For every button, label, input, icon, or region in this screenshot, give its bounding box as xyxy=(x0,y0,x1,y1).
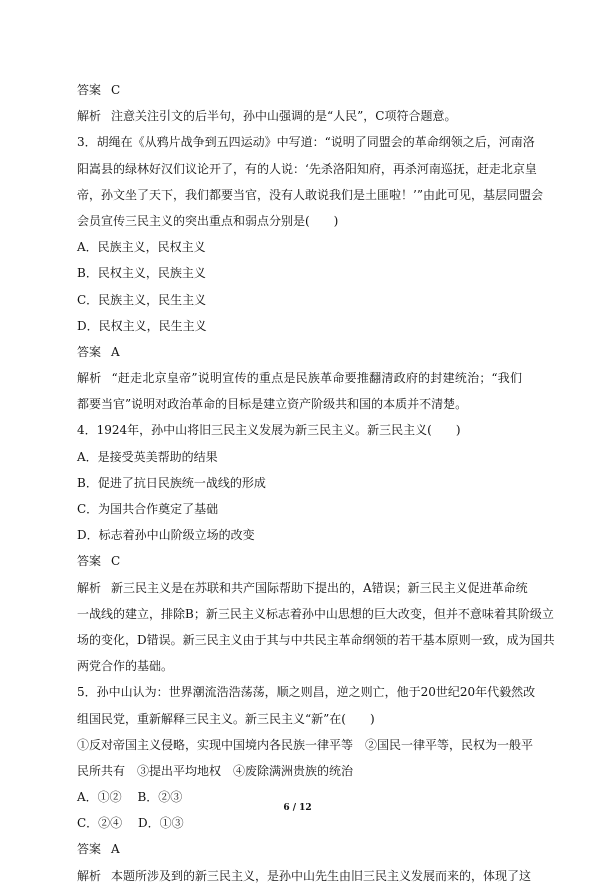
answer-label: 答案 xyxy=(77,83,102,97)
line-text: 场的变化，D错误。新三民主义由于其与中共民主革命纲领的若干基本原则一致，成为国共 xyxy=(77,632,555,647)
text-line xyxy=(77,182,543,208)
text-line xyxy=(77,732,534,758)
text-line xyxy=(77,522,522,548)
line-text: 阳嵩县的绿林好汉们议论开了，有的人说：‘先杀洛阳知府，再杀河南巡抚，赶走北京皇 xyxy=(77,161,537,176)
text-line xyxy=(77,444,522,470)
line-text: A xyxy=(111,842,120,857)
text-line xyxy=(77,601,554,627)
line-text: A．①② B．②③ xyxy=(77,790,183,805)
answer-label: 解析 xyxy=(77,580,102,595)
text-line xyxy=(77,339,522,365)
line-text: A xyxy=(111,344,120,359)
line-text: ①反对帝国主义侵略，实现中国境内各民族一律平等 ②国民一律平等，民权为一般平 xyxy=(77,737,534,752)
text-line xyxy=(77,836,522,862)
line-text: C xyxy=(111,83,121,97)
line-text: D．民权主义，民生主义 xyxy=(77,318,207,333)
text-line xyxy=(77,208,522,234)
line-text: 帝，孙文坐了天下，我们都要当官，没有人敢说我们是土匪啦！’”由此可见，基层同盟会 xyxy=(77,187,543,202)
text-line xyxy=(77,129,535,155)
line-text: B．民权主义，民族主义 xyxy=(77,266,206,281)
line-text: D．标志着孙中山阶级立场的改变 xyxy=(77,528,255,543)
answer-label: 答案 xyxy=(77,344,102,359)
line-text: 两党合作的基础。 xyxy=(77,659,174,674)
text-line xyxy=(77,313,522,339)
text-line xyxy=(77,548,522,574)
line-text: 5．孙中山认为：世界潮流浩浩荡荡，顺之则昌，逆之则亡，他于20世纪20年代毅然改 xyxy=(77,685,536,700)
line-text: 本题所涉及到的新三民主义，是孙中山先生由旧三民主义发展而来的，体现了这 xyxy=(111,868,532,883)
line-text: A．是接受英美帮助的结果 xyxy=(77,449,218,464)
line-text: 组国民党，重新解释三民主义。新三民主义“新”在( ) xyxy=(77,711,375,726)
line-text: C．为国共合作奠定了基础 xyxy=(77,502,219,516)
text-line xyxy=(77,470,522,496)
text-line xyxy=(77,496,522,522)
line-text: 一战线的建立，排除B；新三民主义标志着孙中山思想的巨大改变，但并不意味着其阶级立 xyxy=(77,606,554,621)
answer-label: 解析 xyxy=(77,868,102,883)
text-line xyxy=(77,260,522,286)
text-line xyxy=(77,863,532,889)
line-text: C．民族主义，民生主义 xyxy=(77,292,207,307)
answer-label: 答案 xyxy=(77,842,102,857)
line-text: 新三民主义是在苏联和共产国际帮助下提出的，A错误；新三民主义促进革命统 xyxy=(111,580,528,595)
text-line xyxy=(77,287,522,313)
line-text: 都要当官”说明对政治革命的目标是建立资产阶级共和国的本质并不清楚。 xyxy=(77,397,468,412)
text-line xyxy=(77,627,555,653)
text-line xyxy=(77,706,522,732)
line-text: A．民族主义，民权主义 xyxy=(77,240,206,255)
text-line xyxy=(77,234,522,260)
document-body xyxy=(77,77,555,889)
line-text: C xyxy=(111,554,121,569)
text-line xyxy=(77,77,522,103)
line-text: “赶走北京皇帝”说明宣传的重点是民族革命要推翻清政府的封建统治；“我们 xyxy=(111,371,522,386)
line-text: C．②④ D．①③ xyxy=(77,816,184,831)
line-text: 注意关注引文的后半句，孙中山强调的是“人民”，C项符合题意。 xyxy=(111,109,457,124)
answer-label: 解析 xyxy=(77,371,102,386)
page-number: 6 / 12 xyxy=(283,803,312,813)
text-line xyxy=(77,365,522,391)
text-line xyxy=(77,103,522,129)
answer-label: 答案 xyxy=(77,554,102,569)
text-line xyxy=(77,679,536,705)
answer-label: 解析 xyxy=(77,109,102,124)
line-text: 民所共有 ③提出平均地权 ④废除满洲贵族的统治 xyxy=(77,763,354,778)
text-line xyxy=(77,156,537,182)
text-line xyxy=(77,391,522,417)
line-text: 3．胡绳在《从鸦片战争到五四运动》中写道：“说明了同盟会的革命纲领之后，河南洛 xyxy=(77,135,535,150)
text-line xyxy=(77,758,522,784)
line-text: 4．1924年，孙中山将旧三民主义发展为新三民主义。新三民主义( ) xyxy=(77,423,461,438)
text-line xyxy=(77,810,522,836)
line-text: B．促进了抗日民族统一战线的形成 xyxy=(77,475,266,490)
text-line xyxy=(77,417,522,443)
text-line xyxy=(77,653,522,679)
text-line xyxy=(77,575,528,601)
line-text: 会员宣传三民主义的突出重点和弱点分别是( ) xyxy=(77,213,339,228)
